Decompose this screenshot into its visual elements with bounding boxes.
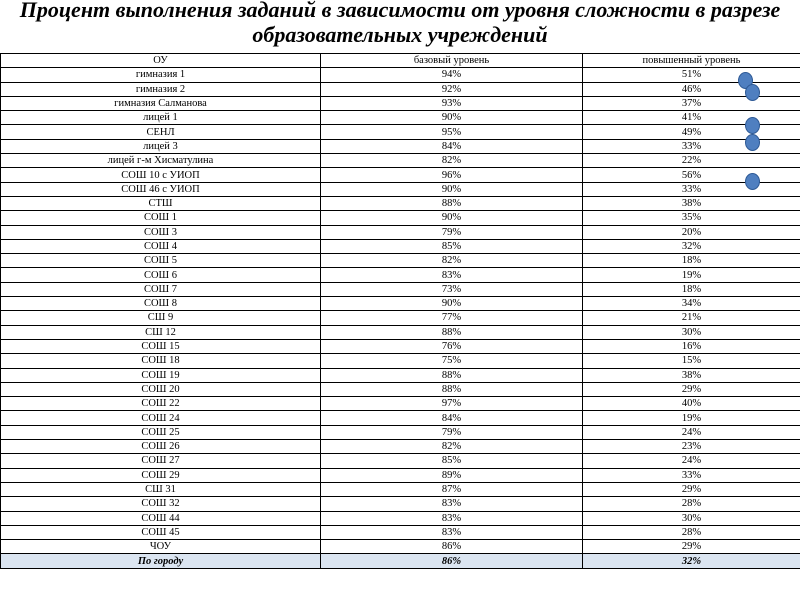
cell-basic-level: 88% bbox=[321, 382, 583, 396]
cell-advanced-level: 38% bbox=[583, 196, 800, 210]
cell-ou: гимназия 2 bbox=[1, 82, 321, 96]
table-row bbox=[1, 168, 800, 182]
table-row bbox=[1, 454, 800, 468]
header-basic-level: базовый уровень bbox=[321, 54, 583, 68]
cell-advanced-level: 19% bbox=[583, 411, 800, 425]
cell-basic-level: 83% bbox=[321, 497, 583, 511]
table-row bbox=[1, 311, 800, 325]
cell-ou: ЧОУ bbox=[1, 540, 321, 554]
table-row bbox=[1, 468, 800, 482]
cell-advanced-level: 35% bbox=[583, 211, 800, 225]
results-table bbox=[0, 53, 800, 569]
cell-ou: СОШ 27 bbox=[1, 454, 321, 468]
cell-ou: СОШ 24 bbox=[1, 411, 321, 425]
cell-advanced-level: 29% bbox=[583, 382, 800, 396]
table-row bbox=[1, 82, 800, 96]
cell-ou: СОШ 10 с УИОП bbox=[1, 168, 321, 182]
cell-ou: По городу bbox=[1, 554, 321, 568]
cell-basic-level: 95% bbox=[321, 125, 583, 139]
table-row bbox=[1, 196, 800, 210]
cell-basic-level: 93% bbox=[321, 96, 583, 110]
total-row bbox=[1, 554, 800, 568]
table-row bbox=[1, 211, 800, 225]
table-row bbox=[1, 182, 800, 196]
cell-advanced-level: 34% bbox=[583, 297, 800, 311]
table-row bbox=[1, 382, 800, 396]
table-row bbox=[1, 368, 800, 382]
cell-basic-level: 77% bbox=[321, 311, 583, 325]
cell-ou: СОШ 44 bbox=[1, 511, 321, 525]
cell-basic-level: 90% bbox=[321, 211, 583, 225]
table-header-row bbox=[1, 54, 800, 68]
cell-basic-level: 85% bbox=[321, 239, 583, 253]
cell-ou: СОШ 6 bbox=[1, 268, 321, 282]
cell-basic-level: 86% bbox=[321, 554, 583, 568]
cell-ou: СОШ 25 bbox=[1, 425, 321, 439]
cell-ou: СОШ 32 bbox=[1, 497, 321, 511]
cell-basic-level: 96% bbox=[321, 168, 583, 182]
table-row bbox=[1, 225, 800, 239]
table-row bbox=[1, 497, 800, 511]
table-row bbox=[1, 325, 800, 339]
cell-ou: СОШ 45 bbox=[1, 525, 321, 539]
table-row bbox=[1, 411, 800, 425]
table-row bbox=[1, 482, 800, 496]
cell-ou: СОШ 5 bbox=[1, 254, 321, 268]
cell-advanced-level: 56% bbox=[583, 168, 800, 182]
cell-basic-level: 88% bbox=[321, 325, 583, 339]
cell-advanced-level: 46% bbox=[583, 82, 800, 96]
table-row bbox=[1, 540, 800, 554]
cell-ou: лицей г-м Хисматулина bbox=[1, 154, 321, 168]
table-row bbox=[1, 154, 800, 168]
cell-basic-level: 82% bbox=[321, 254, 583, 268]
cell-advanced-level: 24% bbox=[583, 425, 800, 439]
cell-ou: СТШ bbox=[1, 196, 321, 210]
cell-ou: СШ 9 bbox=[1, 311, 321, 325]
cell-basic-level: 75% bbox=[321, 354, 583, 368]
cell-ou: СОШ 3 bbox=[1, 225, 321, 239]
cell-ou: СОШ 18 bbox=[1, 354, 321, 368]
cell-basic-level: 83% bbox=[321, 525, 583, 539]
cell-basic-level: 88% bbox=[321, 368, 583, 382]
cell-advanced-level: 30% bbox=[583, 325, 800, 339]
cell-advanced-level: 20% bbox=[583, 225, 800, 239]
header-advanced-level: повышенный уровень bbox=[583, 54, 800, 68]
cell-advanced-level: 49% bbox=[583, 125, 800, 139]
cell-basic-level: 90% bbox=[321, 297, 583, 311]
cell-basic-level: 83% bbox=[321, 511, 583, 525]
cell-advanced-level: 19% bbox=[583, 268, 800, 282]
table-row bbox=[1, 440, 800, 454]
table-row bbox=[1, 139, 800, 153]
table-row bbox=[1, 282, 800, 296]
cell-ou: СОШ 8 bbox=[1, 297, 321, 311]
cell-ou: СОШ 1 bbox=[1, 211, 321, 225]
cell-ou: СШ 12 bbox=[1, 325, 321, 339]
table-row bbox=[1, 339, 800, 353]
cell-ou: гимназия Салманова bbox=[1, 96, 321, 110]
header-ou: ОУ bbox=[1, 54, 321, 68]
cell-advanced-level: 41% bbox=[583, 111, 800, 125]
cell-advanced-level: 23% bbox=[583, 440, 800, 454]
cell-basic-level: 90% bbox=[321, 111, 583, 125]
cell-advanced-level: 28% bbox=[583, 497, 800, 511]
marker-dot-icon bbox=[745, 173, 760, 190]
cell-basic-level: 97% bbox=[321, 397, 583, 411]
page-title: Процент выполнения заданий в зависимости от уровня сложности в разрезе образовательных учреждений bbox=[19, 0, 781, 47]
cell-advanced-level: 29% bbox=[583, 482, 800, 496]
table-row bbox=[1, 111, 800, 125]
cell-advanced-level: 24% bbox=[583, 454, 800, 468]
table-row bbox=[1, 354, 800, 368]
cell-advanced-level: 32% bbox=[583, 554, 800, 568]
cell-basic-level: 89% bbox=[321, 468, 583, 482]
table-row bbox=[1, 511, 800, 525]
table-row bbox=[1, 397, 800, 411]
cell-basic-level: 79% bbox=[321, 225, 583, 239]
table-row bbox=[1, 425, 800, 439]
table-row bbox=[1, 525, 800, 539]
cell-ou: СОШ 46 с УИОП bbox=[1, 182, 321, 196]
cell-ou: СОШ 15 bbox=[1, 339, 321, 353]
table-row bbox=[1, 239, 800, 253]
cell-advanced-level: 28% bbox=[583, 525, 800, 539]
table-row bbox=[1, 297, 800, 311]
cell-advanced-level: 22% bbox=[583, 154, 800, 168]
cell-advanced-level: 15% bbox=[583, 354, 800, 368]
cell-advanced-level: 16% bbox=[583, 339, 800, 353]
cell-basic-level: 79% bbox=[321, 425, 583, 439]
cell-advanced-level: 51% bbox=[583, 68, 800, 82]
cell-advanced-level: 33% bbox=[583, 139, 800, 153]
cell-advanced-level: 21% bbox=[583, 311, 800, 325]
cell-ou: СОШ 19 bbox=[1, 368, 321, 382]
table-row bbox=[1, 125, 800, 139]
cell-advanced-level: 32% bbox=[583, 239, 800, 253]
cell-ou: СОШ 20 bbox=[1, 382, 321, 396]
cell-advanced-level: 40% bbox=[583, 397, 800, 411]
cell-ou: СОШ 29 bbox=[1, 468, 321, 482]
cell-ou: СОШ 7 bbox=[1, 282, 321, 296]
cell-ou: лицей 1 bbox=[1, 111, 321, 125]
table-row bbox=[1, 96, 800, 110]
cell-basic-level: 92% bbox=[321, 82, 583, 96]
table-row bbox=[1, 254, 800, 268]
cell-advanced-level: 33% bbox=[583, 468, 800, 482]
cell-advanced-level: 33% bbox=[583, 182, 800, 196]
cell-advanced-level: 37% bbox=[583, 96, 800, 110]
cell-ou: лицей 3 bbox=[1, 139, 321, 153]
cell-ou: гимназия 1 bbox=[1, 68, 321, 82]
marker-dot-icon bbox=[745, 117, 760, 134]
cell-basic-level: 86% bbox=[321, 540, 583, 554]
cell-basic-level: 73% bbox=[321, 282, 583, 296]
cell-basic-level: 85% bbox=[321, 454, 583, 468]
cell-basic-level: 82% bbox=[321, 440, 583, 454]
cell-ou: СЕНЛ bbox=[1, 125, 321, 139]
cell-basic-level: 88% bbox=[321, 196, 583, 210]
cell-basic-level: 94% bbox=[321, 68, 583, 82]
marker-dot-icon bbox=[745, 134, 760, 151]
cell-basic-level: 87% bbox=[321, 482, 583, 496]
cell-basic-level: 84% bbox=[321, 411, 583, 425]
cell-basic-level: 83% bbox=[321, 268, 583, 282]
cell-ou: СОШ 26 bbox=[1, 440, 321, 454]
cell-basic-level: 76% bbox=[321, 339, 583, 353]
cell-ou: СОШ 22 bbox=[1, 397, 321, 411]
cell-advanced-level: 30% bbox=[583, 511, 800, 525]
marker-dot-icon bbox=[745, 84, 760, 101]
cell-ou: СОШ 4 bbox=[1, 239, 321, 253]
cell-basic-level: 82% bbox=[321, 154, 583, 168]
cell-ou: СШ 31 bbox=[1, 482, 321, 496]
table-row bbox=[1, 68, 800, 82]
table-row bbox=[1, 268, 800, 282]
cell-basic-level: 90% bbox=[321, 182, 583, 196]
cell-advanced-level: 18% bbox=[583, 282, 800, 296]
cell-advanced-level: 18% bbox=[583, 254, 800, 268]
cell-advanced-level: 38% bbox=[583, 368, 800, 382]
cell-advanced-level: 29% bbox=[583, 540, 800, 554]
cell-basic-level: 84% bbox=[321, 139, 583, 153]
